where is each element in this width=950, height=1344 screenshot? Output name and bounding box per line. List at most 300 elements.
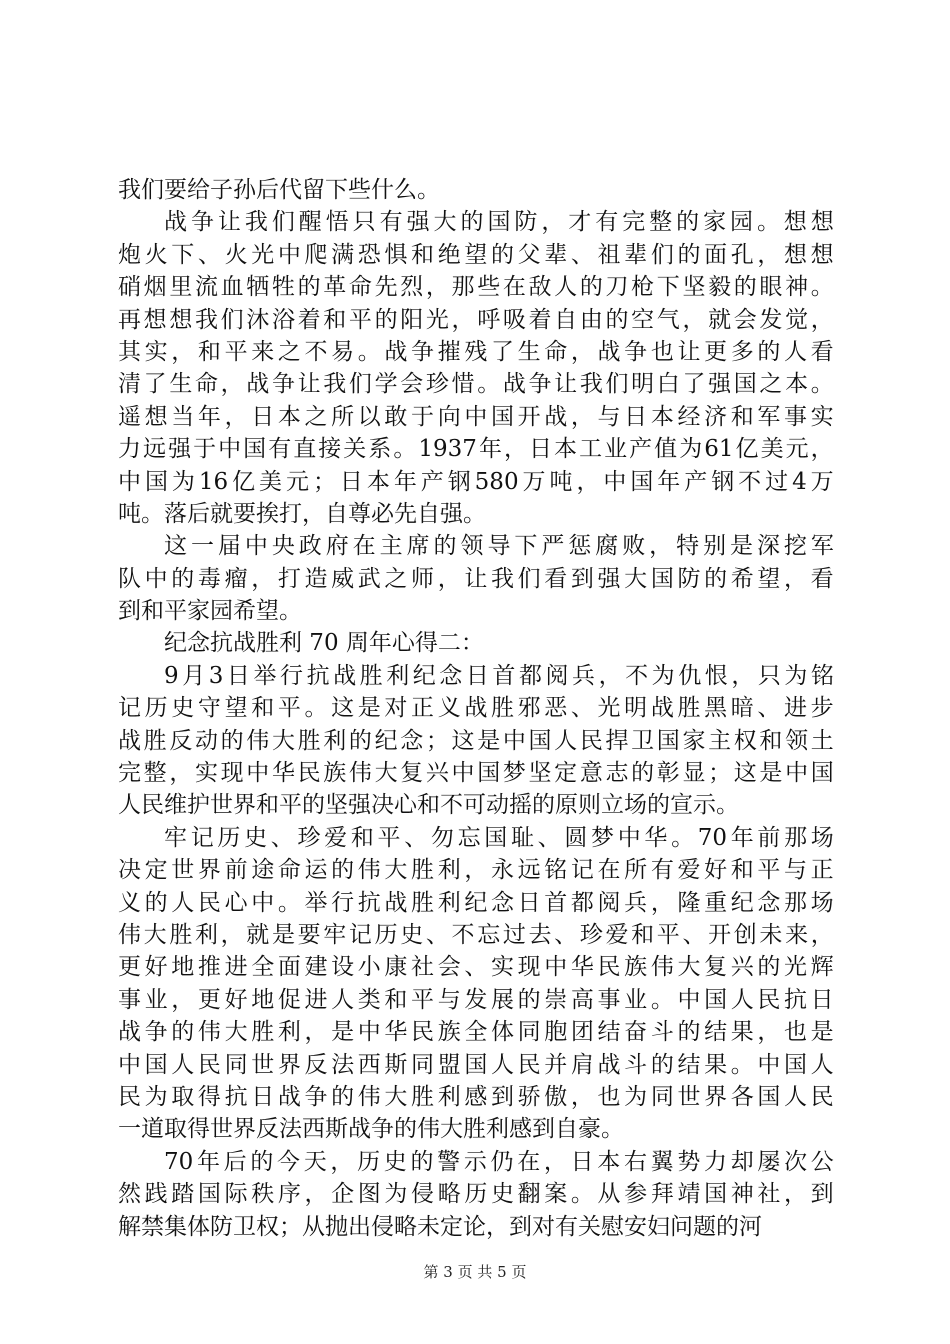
glyph: 月 [182, 662, 206, 689]
glyph: 中 [357, 1019, 381, 1046]
glyph: 师 [411, 565, 435, 592]
glyph: ， [649, 533, 673, 560]
glyph: 摧 [437, 338, 461, 365]
glyph: 抗 [784, 986, 808, 1013]
glyph: 深 [756, 533, 780, 560]
glyph: 吨 [549, 468, 573, 495]
glyph: 阅 [545, 662, 569, 689]
glyph: ， [650, 889, 674, 916]
glyph: 钢 [711, 468, 735, 495]
glyph: 的 [348, 727, 372, 754]
glyph: 铭 [810, 662, 834, 689]
glyph: 日 [570, 1148, 594, 1175]
glyph: 是 [477, 727, 501, 754]
glyph: 忘 [477, 921, 501, 948]
glyph: 到 [810, 1181, 834, 1208]
glyph: 空 [631, 306, 655, 333]
glyph: 奋 [624, 1019, 648, 1046]
glyph: 园 [730, 209, 754, 236]
glyph: 。 [810, 274, 834, 301]
glyph: 利 [386, 662, 410, 689]
glyph: 伟 [197, 1019, 221, 1046]
glyph: 革 [323, 274, 347, 301]
glyph: 的 [460, 209, 484, 236]
glyph: 西 [357, 1051, 381, 1078]
text-line [118, 206, 834, 238]
glyph: 才 [568, 209, 592, 236]
glyph: 实 [194, 760, 218, 787]
glyph: 发 [759, 306, 783, 333]
glyph: 届 [217, 533, 241, 560]
glyph: 华 [570, 954, 594, 981]
glyph: 恐 [357, 241, 381, 268]
glyph: 事 [118, 986, 141, 1013]
glyph: 完 [118, 760, 141, 787]
glyph: 仇 [678, 662, 702, 689]
glyph: 我 [579, 371, 603, 398]
text-line [118, 336, 834, 368]
glyph: 前 [224, 857, 248, 884]
glyph: 捍 [605, 727, 629, 754]
glyph: 场 [810, 824, 834, 851]
glyph: 大 [271, 727, 295, 754]
glyph: 同 [224, 1051, 248, 1078]
glyph: 志 [605, 760, 629, 787]
glyph: 义 [437, 695, 461, 722]
glyph: 那 [784, 824, 808, 851]
glyph: 那 [451, 274, 475, 301]
text-line [118, 563, 834, 595]
glyph: 场 [810, 889, 834, 916]
glyph: ， [784, 565, 808, 592]
glyph: 斯 [384, 1051, 408, 1078]
glyph: 残 [464, 338, 488, 365]
glyph: 战 [597, 1051, 621, 1078]
glyph: 抗 [357, 889, 381, 916]
glyph: 国 [243, 436, 267, 463]
glyph: 勿 [430, 824, 454, 851]
glyph: 结 [704, 1019, 728, 1046]
glyph: 的 [517, 986, 541, 1013]
text-line [118, 822, 834, 854]
glyph: 人 [171, 889, 195, 916]
glyph: 胜 [251, 1019, 275, 1046]
glyph: 想 [784, 241, 808, 268]
glyph: 在 [502, 274, 526, 301]
glyph: 明 [624, 695, 648, 722]
glyph: 事 [784, 403, 808, 430]
text-line [118, 692, 834, 724]
glyph: 民 [579, 727, 603, 754]
glyph: 。 [277, 889, 301, 916]
glyph: 流 [194, 274, 218, 301]
glyph: 队 [118, 565, 141, 592]
glyph: 结 [597, 1019, 621, 1046]
glyph: 硝 [118, 274, 141, 301]
glyph: 战 [502, 371, 526, 398]
glyph: 实 [144, 338, 168, 365]
glyph: 领 [785, 727, 809, 754]
glyph: 火 [144, 241, 168, 268]
glyph: 些 [477, 274, 501, 301]
glyph: 中 [617, 824, 641, 851]
glyph: 所 [331, 403, 355, 430]
glyph: 惧 [384, 241, 408, 268]
glyph: 重 [704, 889, 728, 916]
glyph: 有 [379, 209, 403, 236]
glyph: 本 [597, 1148, 621, 1175]
glyph: 爱 [677, 857, 701, 884]
glyph: 惜 [451, 371, 475, 398]
glyph: 结 [677, 1051, 701, 1078]
glyph: 历 [464, 1181, 488, 1208]
glyph: 要 [297, 921, 321, 948]
glyph: 的 [677, 1019, 701, 1046]
glyph: 纪 [464, 889, 488, 916]
glyph: 元 [286, 468, 309, 495]
glyph: 胜 [297, 727, 321, 754]
glyph: 系 [368, 436, 392, 463]
glyph: 举 [253, 662, 277, 689]
glyph: 和 [759, 727, 783, 754]
glyph: ， [464, 857, 488, 884]
text-line [118, 401, 834, 433]
glyph: 牺 [246, 274, 270, 301]
glyph: 钢 [447, 468, 471, 495]
glyph: 争 [411, 338, 435, 365]
glyph: 也 [650, 338, 674, 365]
glyph: 地 [251, 986, 275, 1013]
glyph: 、 [757, 695, 781, 722]
glyph: 史 [171, 695, 195, 722]
glyph: 伟 [357, 1083, 381, 1110]
glyph: 中 [502, 727, 526, 754]
glyph: 的 [650, 1051, 674, 1078]
glyph: 命 [194, 371, 218, 398]
glyph: 的 [631, 760, 655, 787]
glyph: 的 [704, 565, 728, 592]
glyph: 国 [757, 1083, 781, 1110]
glyph: 毒 [197, 565, 221, 592]
glyph: 华 [271, 760, 295, 787]
glyph: 却 [730, 1148, 754, 1175]
glyph: 实 [810, 403, 834, 430]
glyph: 民 [597, 954, 621, 981]
glyph: 民 [517, 1051, 541, 1078]
glyph: 中 [677, 986, 701, 1013]
glyph: 。 [477, 371, 501, 398]
glyph: 珍 [579, 921, 603, 948]
glyph: 威 [331, 565, 355, 592]
glyph: 着 [297, 306, 321, 333]
glyph: 人 [784, 1083, 808, 1110]
glyph: 3 [208, 662, 224, 689]
text-line [118, 239, 834, 271]
glyph: 的 [331, 857, 355, 884]
glyph: 前 [757, 824, 781, 851]
glyph: 坚 [528, 760, 552, 787]
glyph: ， [570, 1083, 594, 1110]
text-line [118, 433, 834, 465]
text-line [118, 725, 834, 757]
glyph: 世 [677, 1083, 701, 1110]
glyph: 不 [451, 921, 475, 948]
glyph: 社 [757, 1181, 781, 1208]
glyph: 敌 [528, 274, 552, 301]
glyph: 、 [404, 824, 428, 851]
glyph: 民 [197, 889, 221, 916]
glyph: 争 [190, 209, 214, 236]
glyph: 中 [277, 241, 301, 268]
glyph: 、 [425, 921, 449, 948]
glyph: 记 [348, 921, 372, 948]
glyph: 黑 [704, 695, 728, 722]
glyph: 高 [570, 986, 594, 1013]
glyph: 由 [579, 306, 603, 333]
glyph: 华 [384, 1019, 408, 1046]
glyph: 同 [517, 1019, 541, 1046]
glyph: 举 [304, 889, 328, 916]
glyph: 实 [490, 954, 514, 981]
glyph: 史 [490, 1181, 514, 1208]
glyph: 大 [224, 1019, 248, 1046]
glyph: 之 [759, 371, 783, 398]
glyph: 地 [171, 954, 195, 981]
glyph: 心 [224, 889, 248, 916]
glyph: 仍 [490, 1148, 514, 1175]
glyph: 史 [383, 1148, 407, 1175]
glyph: 侵 [411, 1181, 435, 1208]
glyph: 爬 [304, 241, 328, 268]
glyph: 光 [251, 241, 275, 268]
glyph: 彰 [656, 760, 680, 787]
glyph: 醒 [298, 209, 322, 236]
glyph: 9 [164, 662, 179, 689]
glyph: ， [543, 1148, 567, 1175]
glyph: 争 [304, 1083, 328, 1110]
glyph: 念 [490, 889, 514, 916]
glyph: 这 [451, 727, 475, 754]
glyph: 日 [251, 1083, 275, 1110]
glyph: 在 [597, 857, 621, 884]
glyph: ， [810, 921, 834, 948]
glyph: 的 [331, 1083, 355, 1110]
glyph: 来 [251, 338, 275, 365]
glyph: 的 [297, 274, 321, 301]
glyph: 今 [277, 1148, 301, 1175]
glyph: 反 [304, 1051, 328, 1078]
glyph: 那 [784, 889, 808, 916]
glyph: 的 [757, 338, 781, 365]
glyph: 踏 [171, 1181, 195, 1208]
glyph: 力 [118, 436, 141, 463]
glyph: ， [784, 1181, 808, 1208]
glyph: 了 [682, 371, 706, 398]
glyph: 着 [528, 306, 552, 333]
glyph: 是 [810, 1019, 834, 1046]
glyph: 枪 [631, 274, 655, 301]
glyph: 开 [708, 921, 732, 948]
glyph: 决 [118, 857, 141, 884]
glyph: 反 [169, 727, 193, 754]
glyph: 觉 [785, 306, 809, 333]
text-line [118, 757, 834, 789]
glyph: 济 [704, 403, 728, 430]
glyph: 人 [784, 338, 808, 365]
glyph: 让 [677, 338, 701, 365]
glyph: 家 [682, 727, 706, 754]
glyph: 的 [220, 727, 244, 754]
glyph: 同 [650, 1083, 674, 1110]
glyph: 念 [439, 662, 463, 689]
glyph: 这 [331, 695, 355, 722]
text-line: 一道取得世界反法西斯战争的伟大胜利感到自豪。 [118, 1116, 624, 1143]
glyph: 记 [570, 857, 594, 884]
glyph: 别 [703, 533, 727, 560]
glyph: 父 [517, 241, 541, 268]
glyph: 胜 [411, 857, 435, 884]
glyph: 类 [357, 986, 381, 1013]
glyph: 本 [277, 403, 301, 430]
glyph: 大 [374, 760, 398, 787]
glyph: 向 [437, 403, 461, 430]
glyph: 权 [733, 727, 757, 754]
glyph: 家 [703, 209, 727, 236]
glyph: 推 [197, 954, 221, 981]
glyph: 下 [514, 533, 538, 560]
glyph: 的 [171, 565, 195, 592]
glyph: 争 [144, 1019, 168, 1046]
glyph: 更 [118, 954, 141, 981]
glyph: 平 [411, 986, 435, 1013]
glyph: 日 [465, 662, 489, 689]
glyph: 社 [411, 954, 435, 981]
glyph: 先 [374, 274, 398, 301]
glyph: 利 [277, 1019, 301, 1046]
glyph: 看 [810, 565, 834, 592]
glyph: 想 [783, 209, 807, 236]
glyph: 中 [244, 533, 268, 560]
glyph: 经 [677, 403, 701, 430]
glyph: 辈 [624, 241, 648, 268]
glyph: 当 [171, 403, 195, 430]
glyph: 、 [197, 241, 221, 268]
glyph: 各 [730, 1083, 754, 1110]
glyph: 。 [393, 436, 417, 463]
glyph: 复 [704, 954, 728, 981]
glyph: 行 [280, 662, 304, 689]
glyph: 值 [654, 436, 678, 463]
glyph: 、 [570, 695, 594, 722]
glyph: 惩 [568, 533, 592, 560]
glyph: 史 [244, 824, 268, 851]
glyph: 万 [522, 468, 546, 495]
glyph: 国 [197, 1181, 221, 1208]
glyph: 造 [304, 565, 328, 592]
glyph: 界 [277, 1051, 301, 1078]
glyph: 战 [597, 338, 621, 365]
glyph: 阅 [597, 889, 621, 916]
glyph: 战 [333, 662, 357, 689]
glyph: 神 [785, 274, 809, 301]
glyph: 只 [757, 662, 781, 689]
glyph: 梦 [591, 824, 614, 851]
glyph: 中 [144, 565, 168, 592]
text-line [118, 919, 834, 951]
glyph: 我 [490, 565, 514, 592]
glyph: 图 [357, 1181, 381, 1208]
glyph: 吸 [502, 306, 526, 333]
glyph: 主 [708, 727, 732, 754]
glyph: 会 [400, 371, 424, 398]
glyph: 有 [268, 436, 292, 463]
glyph: 国 [650, 565, 674, 592]
text-line: 到和平家园希望。 [118, 598, 302, 625]
glyph: 烈 [400, 274, 424, 301]
glyph: 动 [194, 727, 218, 754]
glyph: 民 [297, 760, 321, 787]
glyph: 与 [437, 986, 461, 1013]
glyph: 肩 [570, 1051, 594, 1078]
glyph: 平 [277, 695, 301, 722]
glyph: 眼 [759, 274, 783, 301]
glyph: 利 [437, 857, 461, 884]
glyph: 全 [464, 1019, 488, 1046]
glyph: 序 [277, 1181, 301, 1208]
glyph: 大 [384, 1083, 408, 1110]
glyph: 人 [171, 1051, 195, 1078]
glyph: 。 [570, 1181, 594, 1208]
glyph: 斗 [650, 1019, 674, 1046]
glyph: 翻 [517, 1181, 541, 1208]
glyph: 和 [323, 306, 347, 333]
text-line: 人民维护世界和平的坚强决心和不可动摇的原则立场的宣示。 [118, 792, 739, 819]
glyph: ， [304, 1181, 328, 1208]
glyph: 族 [437, 1019, 461, 1046]
text-line [118, 854, 834, 886]
glyph: 祖 [597, 241, 621, 268]
glyph: 看 [810, 338, 834, 365]
glyph: 孔 [730, 241, 754, 268]
glyph: 呼 [477, 306, 501, 333]
glyph: 就 [246, 921, 270, 948]
glyph: 远 [143, 436, 167, 463]
glyph: 感 [464, 1083, 488, 1110]
glyph: 气 [656, 306, 680, 333]
glyph: 国 [704, 986, 728, 1013]
glyph: 年 [393, 468, 417, 495]
glyph: 抗 [224, 1083, 248, 1110]
glyph: 右 [623, 1148, 647, 1175]
glyph: 61 [704, 436, 734, 463]
glyph: 强 [406, 209, 430, 236]
glyph: 望 [757, 565, 781, 592]
glyph: 命 [277, 857, 301, 884]
glyph: 在 [352, 533, 376, 560]
glyph: 年 [196, 1148, 220, 1175]
glyph: 主 [379, 533, 403, 560]
text-line [118, 1146, 834, 1178]
glyph: 易 [331, 338, 355, 365]
glyph: 铭 [544, 857, 568, 884]
glyph: 胜 [169, 921, 193, 948]
glyph: 定 [144, 857, 168, 884]
glyph: 亿 [735, 436, 759, 463]
glyph: 国 [784, 1051, 808, 1078]
glyph: 席 [406, 533, 430, 560]
glyph: 果 [704, 1051, 728, 1078]
glyph: 然 [118, 1181, 141, 1208]
